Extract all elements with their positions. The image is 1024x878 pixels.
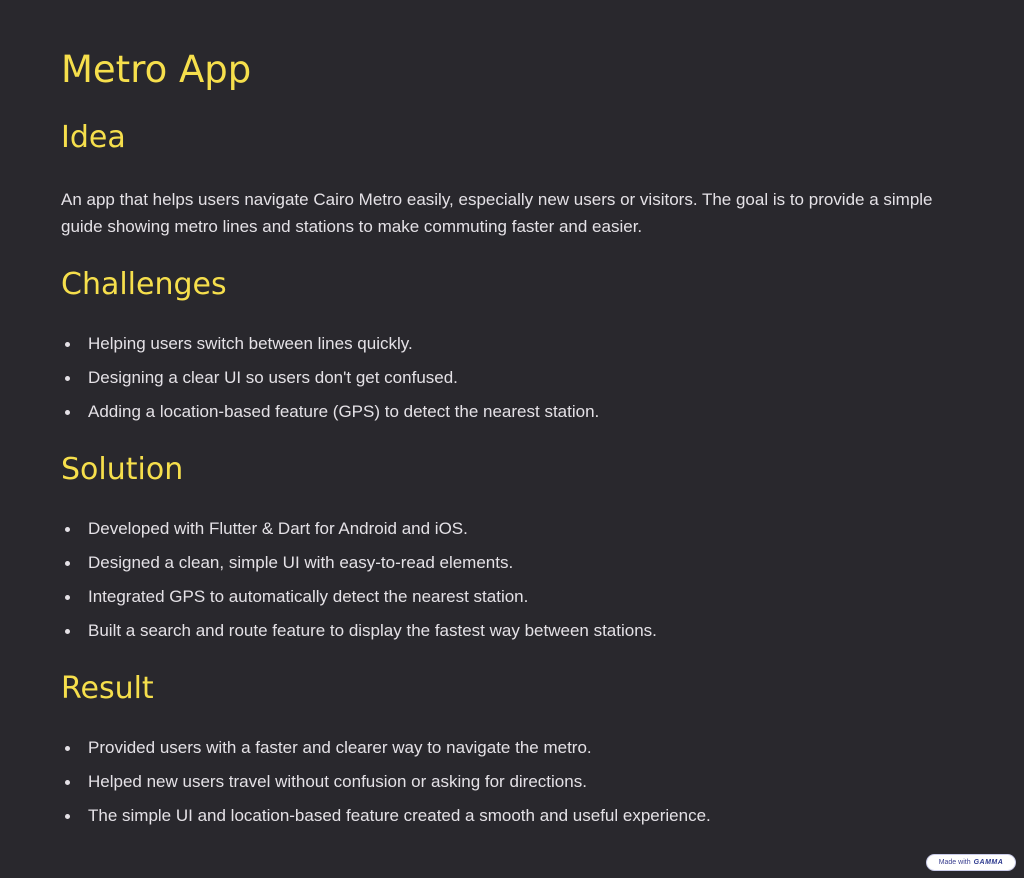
bullet-icon <box>65 814 70 819</box>
solution-item-text: Designed a clean, simple UI with easy-to-read elements. <box>88 553 514 572</box>
challenges-item-text: Designing a clear UI so users don't get confused. <box>88 368 458 387</box>
idea-paragraph: An app that helps users navigate Cairo Metro easily, especially new users or visitors. The goal is to provide a simple guide showing metro lines and stations to make commuting faster and easier. <box>61 190 933 236</box>
solution-list <box>61 512 657 648</box>
solution-list-item <box>61 546 657 580</box>
bullet-icon <box>65 780 70 785</box>
challenges-list-item <box>61 327 599 361</box>
badge-prefix: Made with <box>938 859 971 866</box>
challenges-heading: Challenges <box>61 267 227 302</box>
solution-item-text: Built a search and route feature to display the fastest way between stations. <box>88 621 657 640</box>
result-list-item <box>61 799 711 833</box>
solution-list-item <box>61 580 657 614</box>
bullet-icon <box>65 595 70 600</box>
challenges-list-item <box>61 395 599 429</box>
bullet-icon <box>65 376 70 381</box>
made-with-gamma-badge[interactable] <box>926 854 1016 871</box>
challenges-list <box>61 327 599 429</box>
bullet-icon <box>65 561 70 566</box>
challenges-item-text: Adding a location-based feature (GPS) to detect the nearest station. <box>88 402 600 421</box>
challenges-list-item <box>61 361 599 395</box>
solution-list-item <box>61 614 657 648</box>
result-heading: Result <box>61 671 154 706</box>
challenges-item-text: Helping users switch between lines quickly. <box>88 334 413 353</box>
solution-heading: Solution <box>61 452 184 487</box>
bullet-icon <box>65 410 70 415</box>
result-item-text: Provided users with a faster and clearer way to navigate the metro. <box>88 738 592 757</box>
result-item-text: The simple UI and location-based feature created a smooth and useful experience. <box>88 806 711 825</box>
bullet-icon <box>65 527 70 532</box>
bullet-icon <box>65 342 70 347</box>
solution-item-text: Integrated GPS to automatically detect the nearest station. <box>88 587 529 606</box>
solution-list-item <box>61 512 657 546</box>
result-item-text: Helped new users travel without confusion or asking for directions. <box>88 772 587 791</box>
bullet-icon <box>65 629 70 634</box>
page-title: Metro App <box>61 48 252 91</box>
result-list <box>61 731 711 833</box>
gamma-logo: GAMMA <box>973 859 1004 866</box>
result-list-item <box>61 765 711 799</box>
result-list-item <box>61 731 711 765</box>
idea-heading: Idea <box>61 120 126 155</box>
bullet-icon <box>65 746 70 751</box>
solution-item-text: Developed with Flutter & Dart for Android and iOS. <box>88 519 468 538</box>
